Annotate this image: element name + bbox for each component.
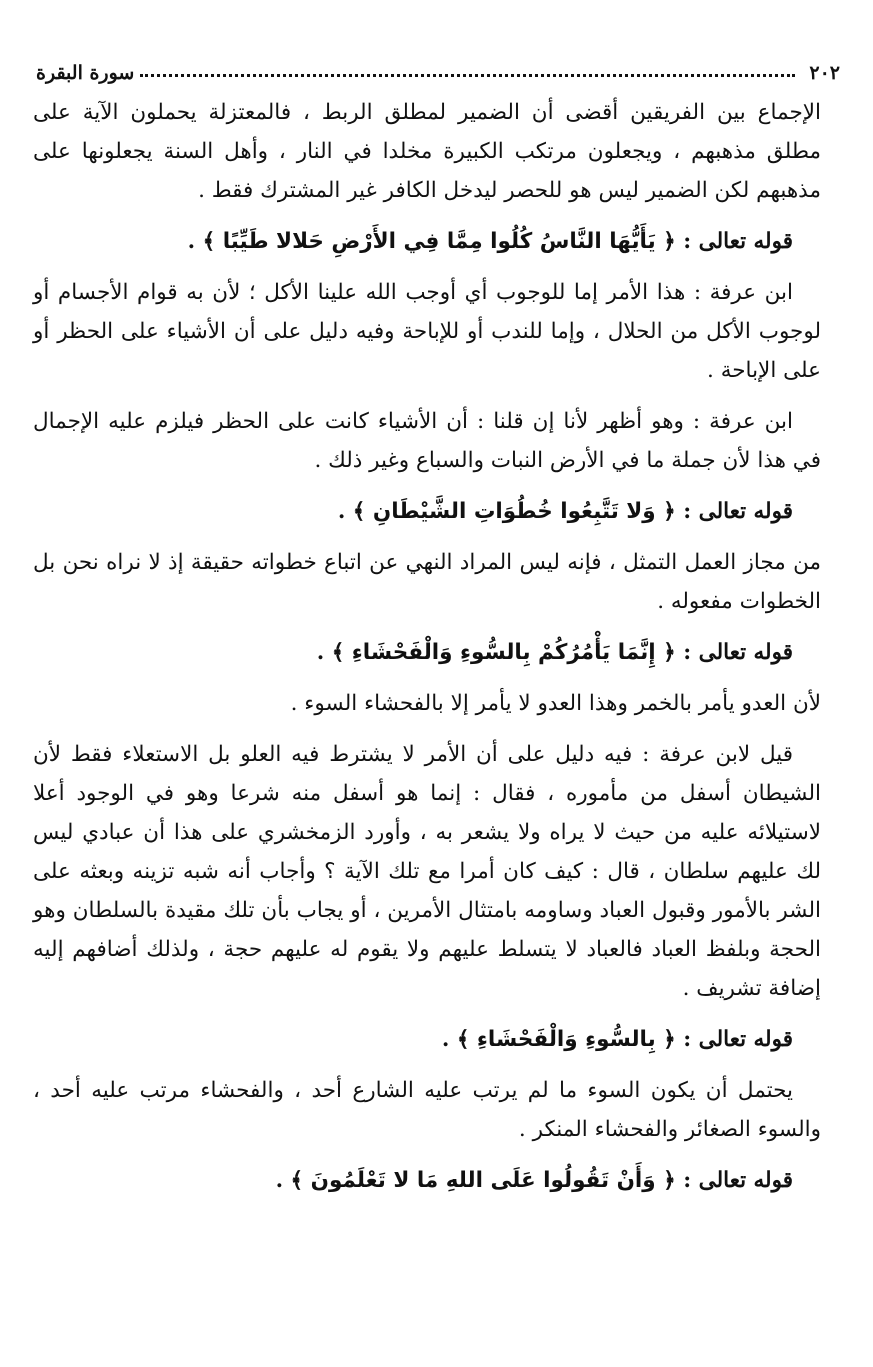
- verse-prefix: قوله تعالى :: [675, 1027, 793, 1052]
- quran-verse: ﴿ وَلا تَتَّبِعُوا خُطُوَاتِ الشَّيْطَانِ ﴾: [352, 499, 676, 524]
- page-number: ٢٠٢: [809, 62, 840, 84]
- paragraph: ابن عرفة : هذا الأمر إما للوجوب أي أوجب الله علينا الأكل ؛ لأن به قوام الأجسام أو لوجوب الأكل من الحلال ، وإما للندب أو للإباحة وفيه دليل على أن الأشياء على الحظر أو على الإباحة .: [33, 280, 821, 383]
- quran-verse: ﴿ وَأَنْ تَقُولُوا عَلَى اللهِ مَا لا تَعْلَمُونَ ﴾: [290, 1168, 676, 1193]
- verse-quote-line: [33, 222, 821, 261]
- verse-prefix: قوله تعالى :: [675, 1168, 793, 1193]
- quran-verse: ﴿ بِالسُّوءِ وَالْفَحْشَاءِ ﴾: [456, 1027, 676, 1052]
- paragraph: من مجاز العمل التمثل ، فإنه ليس المراد النهي عن اتباع خطواته حقيقة إذ لا نراه نحن بل الخطوات مفعوله .: [33, 550, 821, 614]
- page-header: [36, 54, 840, 84]
- verse-quote-line: [33, 633, 821, 672]
- paragraph: الإجماع بين الفريقين أقضى أن الضمير لمطلق الربط ، فالمعتزلة يحملون الآية على مطلق مذهبهم ، ويجعلون مرتكب الكبيرة مخلدا في النار ، وأهل السنة يجعلونها على مذهبهم لكن الضمير ليس هو للحصر ليدخل الكافر غير المشترك فقط .: [33, 100, 821, 203]
- verse-suffix: .: [275, 1168, 291, 1193]
- verse-prefix: قوله تعالى :: [675, 229, 793, 254]
- surah-title: سورة البقرة: [36, 62, 135, 84]
- verse-quote-line: [33, 492, 821, 531]
- paragraph: قيل لابن عرفة : فيه دليل على أن الأمر لا يشترط فيه العلو بل الاستعلاء فقط لأن الشيطان أسفل من مأموره ، فقال : إنما هو أسفل منه شرعا وهو في الوجود أعلا لاستيلائه عليه من حيث لا يراه ولا يشعر به ، وأورد الزمخشري على هذا أن عبادي ليس لك عليهم سلطان ، قال : كيف كان أمرا مع تلك الآية ؟ وأجاب أنه شبه تزينه وبعثه على الشر بالأمور وقبول العباد وساومه بامتثال الأمرين ، أو يجاب بأن تلك مقيدة بالسلطان وهو الحجة وبلفظ العباد فالعباد لا يتسلط عليهم ولا يقوم له عليهم حجة ، ولذلك أضافهم إليه إضافة تشريف .: [33, 742, 821, 1001]
- dotted-leader: [140, 74, 795, 77]
- verse-quote-line: [33, 1020, 821, 1059]
- paragraph: يحتمل أن يكون السوء ما لم يرتب عليه الشارع أحد ، والفحشاء مرتب عليه أحد ، والسوء الصغائر والفحشاء المنكر .: [33, 1078, 821, 1142]
- paragraph: لأن العدو يأمر بالخمر وهذا العدو لا يأمر إلا بالفحشاء السوء .: [290, 691, 821, 716]
- verse-prefix: قوله تعالى :: [675, 640, 793, 665]
- paragraph: ابن عرفة : وهو أظهر لأنا إن قلنا : أن الأشياء كانت على الحظر فيلزم عليه الإجمال في هذا لأن جملة ما في الأرض النبات والسباع وغير ذلك .: [33, 409, 821, 473]
- quran-verse: ﴿ إِنَّمَا يَأْمُرُكُمْ بِالسُّوءِ وَالْفَحْشَاءِ ﴾: [331, 640, 676, 665]
- verse-suffix: .: [337, 499, 353, 524]
- verse-suffix: .: [187, 229, 203, 254]
- verse-suffix: .: [316, 640, 332, 665]
- verse-suffix: .: [441, 1027, 457, 1052]
- verse-prefix: قوله تعالى :: [675, 499, 793, 524]
- page-body: [33, 93, 821, 1200]
- quran-verse: ﴿ يَأَيُّهَا النَّاسُ كُلُوا مِمَّا فِي الأَرْضِ حَلالا طَيِّبًا ﴾: [202, 229, 676, 254]
- verse-quote-line: [33, 1161, 821, 1200]
